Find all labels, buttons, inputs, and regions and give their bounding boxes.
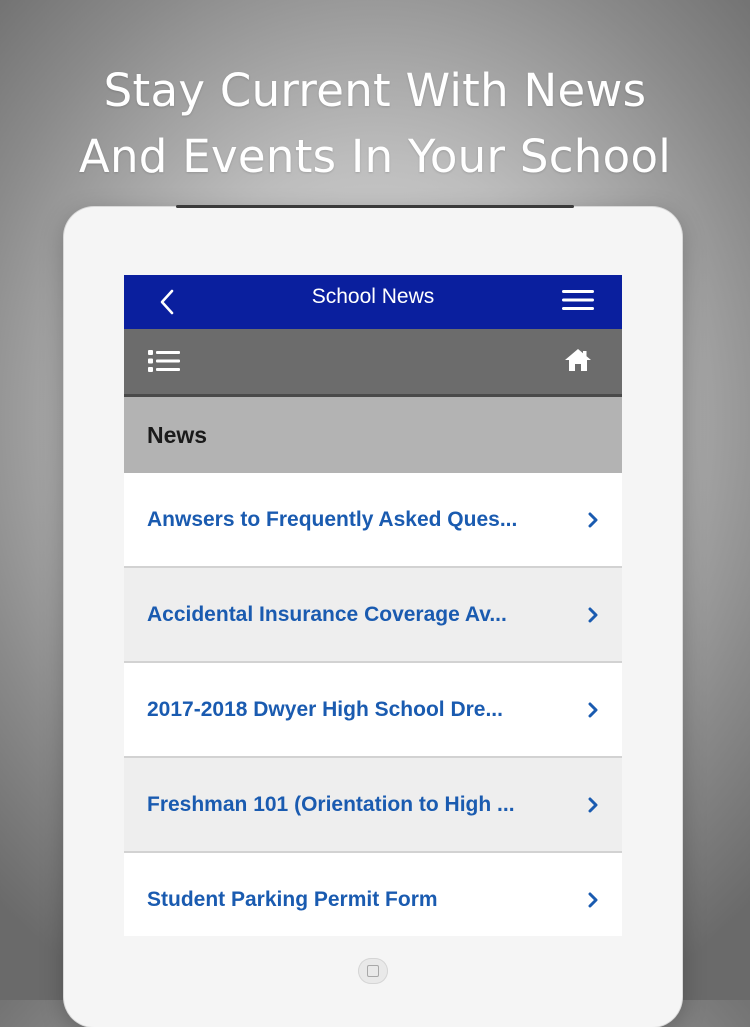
chevron-right-icon: [584, 700, 602, 720]
section-header: News: [124, 397, 622, 473]
menu-button[interactable]: [560, 285, 596, 315]
chevron-left-icon: [159, 289, 175, 315]
app-screen: [124, 275, 622, 936]
list-item[interactable]: [124, 473, 622, 568]
list-item[interactable]: [124, 663, 622, 758]
list-item[interactable]: [124, 853, 622, 936]
list-item[interactable]: [124, 568, 622, 663]
hamburger-menu-icon: [561, 288, 595, 312]
home-button-square-icon: [367, 965, 379, 977]
news-item-label: Student Parking Permit Form: [147, 887, 438, 911]
back-button[interactable]: [152, 287, 182, 317]
page-title: School News: [311, 285, 435, 308]
list-view-button[interactable]: [146, 347, 182, 375]
list-icon: [147, 348, 181, 374]
toolbar: [124, 329, 622, 397]
home-button[interactable]: [562, 345, 594, 375]
news-item-label: 2017-2018 Dwyer High School Dre...: [147, 697, 503, 721]
headline-line-1: Stay Current With News: [103, 64, 647, 117]
headline-line-2: And Events In Your School: [78, 130, 672, 183]
news-item-label: Anwsers to Frequently Asked Ques...: [147, 507, 518, 531]
news-list: [124, 473, 622, 936]
home-icon: [563, 347, 593, 373]
news-item-label: Freshman 101 (Orientation to High ...: [147, 792, 515, 816]
chevron-right-icon: [584, 510, 602, 530]
tablet-home-button[interactable]: [358, 958, 388, 984]
list-item[interactable]: [124, 758, 622, 853]
chevron-right-icon: [584, 795, 602, 815]
tablet-top-edge: [176, 205, 574, 208]
chevron-right-icon: [584, 605, 602, 625]
chevron-right-icon: [584, 890, 602, 910]
navbar: [124, 275, 622, 329]
news-item-label: Accidental Insurance Coverage Av...: [147, 602, 507, 626]
promo-headline: [0, 58, 750, 190]
